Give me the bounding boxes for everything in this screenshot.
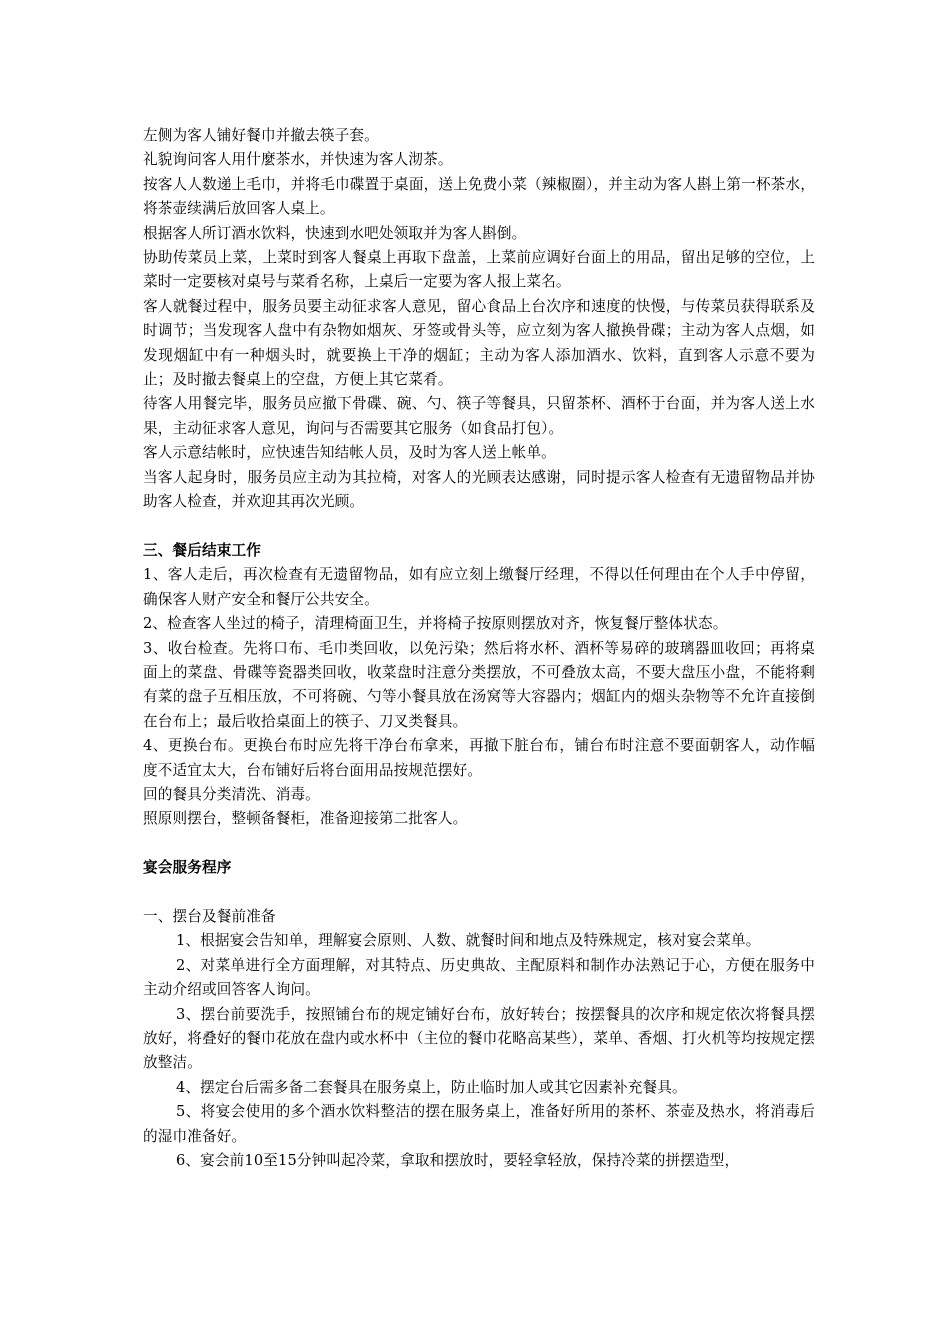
list-item: 4、摆定台后需多备二套餐具在服务桌上，防止临时加人或其它因素补充餐具。 — [176, 1078, 687, 1096]
section-heading: 宴会服务程序 — [143, 859, 232, 877]
list-item: 3、收台检查。先将口布、毛巾类回收，以免污染；然后将水杯、酒杯等易碎的玻璃器皿收回；再将桌面上的菜盘、骨碟等瓷器类回收，收菜盘时注意分类摆放，不可叠放太高，不要大盘压小盘，不能将剩有菜的盘子互相压放，不可将碗、勺等小餐具放在汤窝等大容器内；烟缸内的烟头杂物等不允许直接倒在台布上；最后收拾桌面上的筷子、刀叉类餐具。 — [143, 639, 815, 730]
paragraph: 根据客人所订酒水饮料，快速到水吧处领取并为客人斟倒。 — [143, 224, 527, 242]
list-item: 2、检查客人坐过的椅子，清理椅面卫生，并将椅子按原则摆放对齐，恢复餐厅整体状态。 — [143, 615, 728, 633]
section-heading: 三、餐后结束工作 — [143, 541, 261, 559]
list-item: 2、对菜单进行全方面理解，对其特点、历史典故、主配原料和制作办法熟记于心，方便在服务中主动介绍或回答客人询问。 — [143, 956, 815, 999]
list-item: 5、将宴会使用的多个酒水饮料整洁的摆在服务桌上，准备好所用的茶杯、茶壶及热水，将消毒后的湿巾准备好。 — [143, 1103, 815, 1145]
paragraph: 待客人用餐完毕，服务员应撤下骨碟、碗、勺、筷子等餐具，只留茶杯、酒杯于台面，并为客人送上水果，主动征求客人意见，询问与否需要其它服务（如食品打包）。 — [143, 395, 815, 437]
list-item: 照原则摆台，整顿备餐柜，准备迎接第二批客人。 — [143, 810, 468, 828]
list-item: 4、更换台布。更换台布时应先将干净台布拿来，再撤下脏台布，铺台布时注意不要面朝客人，动作幅度不适宜太大，台布铺好后将台面用品按规范摆好。 — [143, 737, 815, 779]
paragraph: 礼貌询问客人用什麼茶水，并快速为客人沏茶。 — [143, 151, 453, 169]
list-item: 1、客人走后，再次检查有无遗留物品，如有应立刻上缴餐厅经理，不得以任何理由在个人手中停留，确保客人财产安全和餐厅公共安全。 — [143, 566, 815, 608]
list-item: 3、摆台前要洗手，按照铺台布的规定铺好台布，放好转台；按摆餐具的次序和规定依次将餐具摆放好，将叠好的餐巾花放在盘内或水杯中（主位的餐巾花略高某些），菜单、香烟、打火机等均按规定摆放整洁。 — [143, 1005, 815, 1072]
sub-heading: 一、摆台及餐前准备 — [143, 907, 276, 925]
spacer — [143, 832, 815, 856]
document-body — [143, 124, 815, 1173]
paragraph: 当客人起身时，服务员应主动为其拉椅，对客人的光顾表达感谢，同时提示客人检查有无遗留物品并协助客人检查，并欢迎其再次光顾。 — [143, 468, 815, 511]
list-item: 1、根据宴会告知单，理解宴会原则、人数、就餐时间和地点及特殊规定，核对宴会菜单。 — [176, 932, 761, 950]
list-item: 回的餐具分类清洗、消毒。 — [143, 785, 320, 803]
paragraph: 客人示意结帐时，应快速告知结帐人员，及时为客人送上帐单。 — [143, 444, 556, 462]
spacer — [143, 881, 815, 905]
list-item: 6、宴会前10至15分钟叫起冷菜，拿取和摆放时，要轻拿轻放，保持冷菜的拼摆造型， — [176, 1152, 740, 1170]
paragraph: 左侧为客人铺好餐巾并撤去筷子套。 — [143, 127, 379, 144]
paragraph: 按客人人数递上毛巾，并将毛巾碟置于桌面，送上免费小菜（辣椒圈），并主动为客人斟上第一杯茶水，将茶壶续满后放回客人桌上。 — [143, 175, 815, 218]
spacer — [143, 515, 815, 539]
paragraph: 客人就餐过程中，服务员要主动征求客人意见，留心食品上台次序和速度的快慢，与传菜员获得联系及时调节；当发现客人盘中有杂物如烟灰、牙签或骨头等，应立刻为客人撤换骨碟；主动为客人点烟，如发现烟缸中有一种烟头时，就要换上干净的烟缸；主动为客人添加酒水、饮料，直到客人示意不要为止；及时撤去餐桌上的空盘，方便上其它菜肴。 — [143, 297, 815, 389]
paragraph: 协助传菜员上菜，上菜时到客人餐桌上再取下盘盖，上菜前应调好台面上的用品，留出足够的空位，上菜时一定要核对桌号与菜肴名称，上桌后一定要为客人报上菜名。 — [143, 249, 815, 291]
